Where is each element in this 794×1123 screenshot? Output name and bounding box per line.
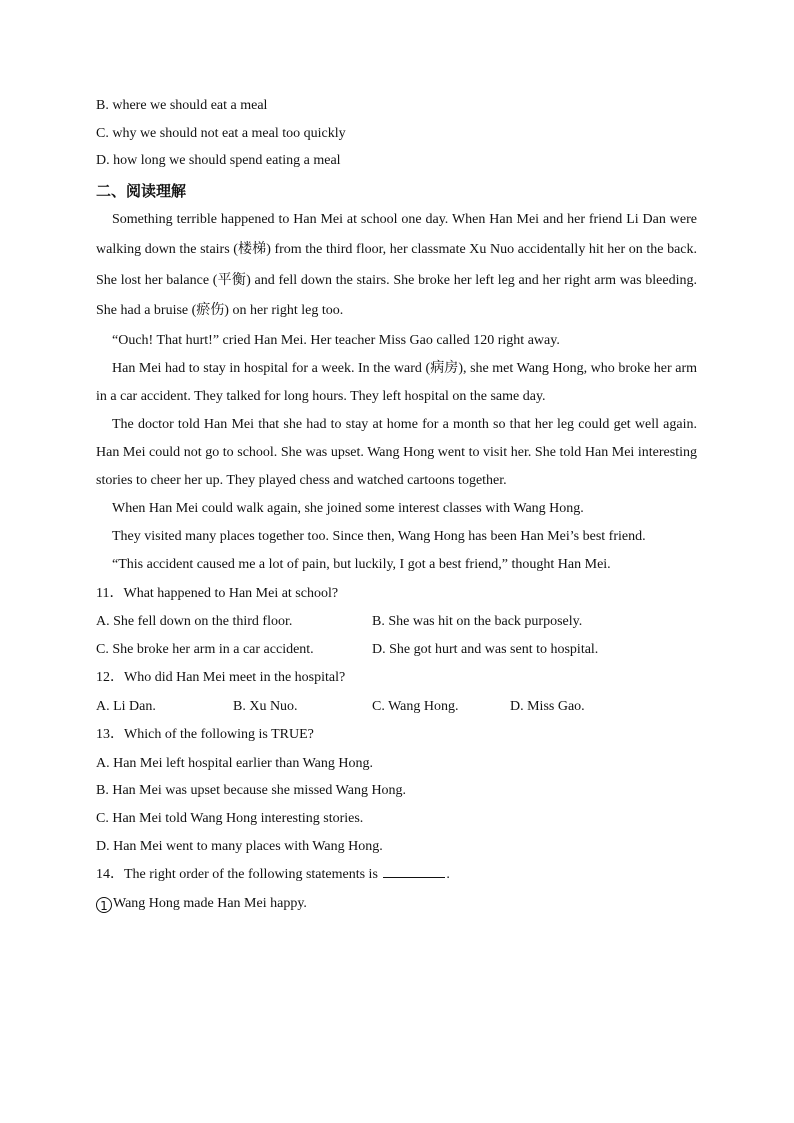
question-13-stem: 13．Which of the following is TRUE?: [96, 727, 314, 743]
passage-paragraph-1: Something terrible happened to Han Mei at school one day. When Han Mei and her friend Li Dan were walking down the stairs (楼梯) from the third floor, her classmate Xu Nuo accidentally hit her on the back. She lost her balance (平衡) and fell down the stairs. She broke her left leg and her right arm was bleeding. She had a bruise (瘀伤) on her right leg too.: [96, 211, 697, 319]
circled-number-1-icon: 1: [96, 897, 112, 913]
question-11-option-c: C. She broke her arm in a car accident.: [96, 641, 314, 657]
question-12-option-c: C. Wang Hong.: [372, 698, 459, 714]
question-11-options-row-1: [96, 608, 697, 636]
question-11-option-b: B. She was hit on the back purposely.: [372, 614, 583, 630]
passage-paragraph-6: They visited many places together too. Since then, Wang Hong has been Han Mei’s best friend.: [112, 528, 646, 544]
question-11-option-d: D. She got hurt and was sent to hospital.: [372, 641, 599, 657]
passage-paragraph-4: The doctor told Han Mei that she had to stay at home for a month so that her leg could get well again. Han Mei could not go to school. She was upset. Wang Hong went to visit her. She told Han Mei interesting stories to cheer her up. They played chess and watched cartoons together.: [96, 416, 697, 488]
question-13-option-a: A. Han Mei left hospital earlier than Wang Hong.: [96, 755, 373, 771]
question-12-stem: 12．Who did Han Mei meet in the hospital?: [96, 670, 346, 686]
question-11-option-a: A. She fell down on the third floor.: [96, 614, 293, 630]
prev-option-b: B. where we should eat a meal: [96, 98, 268, 113]
question-14-stem: [96, 860, 697, 890]
question-12-option-d: D. Miss Gao.: [510, 698, 585, 714]
document-page: [96, 92, 697, 917]
passage-paragraph-2: “Ouch! That hurt!” cried Han Mei. Her teacher Miss Gao called 120 right away.: [112, 332, 560, 348]
question-14-statement-1: [96, 890, 697, 918]
question-13-option-b: B. Han Mei was upset because she missed Wang Hong.: [96, 783, 407, 799]
question-12-option-b: B. Xu Nuo.: [233, 698, 298, 714]
question-12-options-row: [96, 693, 697, 721]
passage-paragraph-7: “This accident caused me a lot of pain, but luckily, I got a best friend,” thought Han Mei.: [112, 556, 611, 572]
question-14-statement-1-text: Wang Hong made Han Mei happy.: [113, 895, 307, 911]
question-11-stem: 11．What happened to Han Mei at school?: [96, 585, 339, 601]
question-14-stem-end: .: [446, 867, 450, 883]
prev-option-d: D. how long we should spend eating a meal: [96, 153, 341, 169]
passage-paragraph-3: Han Mei had to stay in hospital for a week. In the ward (病房), she met Wang Hong, who broke her arm in a car accident. They talked for long hours. They left hospital on the same day.: [96, 360, 697, 404]
passage-paragraph-5: When Han Mei could walk again, she joined some interest classes with Wang Hong.: [112, 500, 584, 516]
question-13-option-c: C. Han Mei told Wang Hong interesting stories.: [96, 810, 364, 826]
answer-blank: [383, 863, 445, 878]
section-title: 二、阅读理解: [96, 181, 187, 200]
question-14-stem-text: 14．The right order of the following statements is: [96, 867, 382, 883]
prev-option-c: C. why we should not eat a meal too quickly: [96, 125, 346, 141]
question-13-option-d: D. Han Mei went to many places with Wang Hong.: [96, 838, 383, 854]
question-11-options-row-2: [96, 636, 697, 664]
question-12-option-a: A. Li Dan.: [96, 698, 156, 714]
